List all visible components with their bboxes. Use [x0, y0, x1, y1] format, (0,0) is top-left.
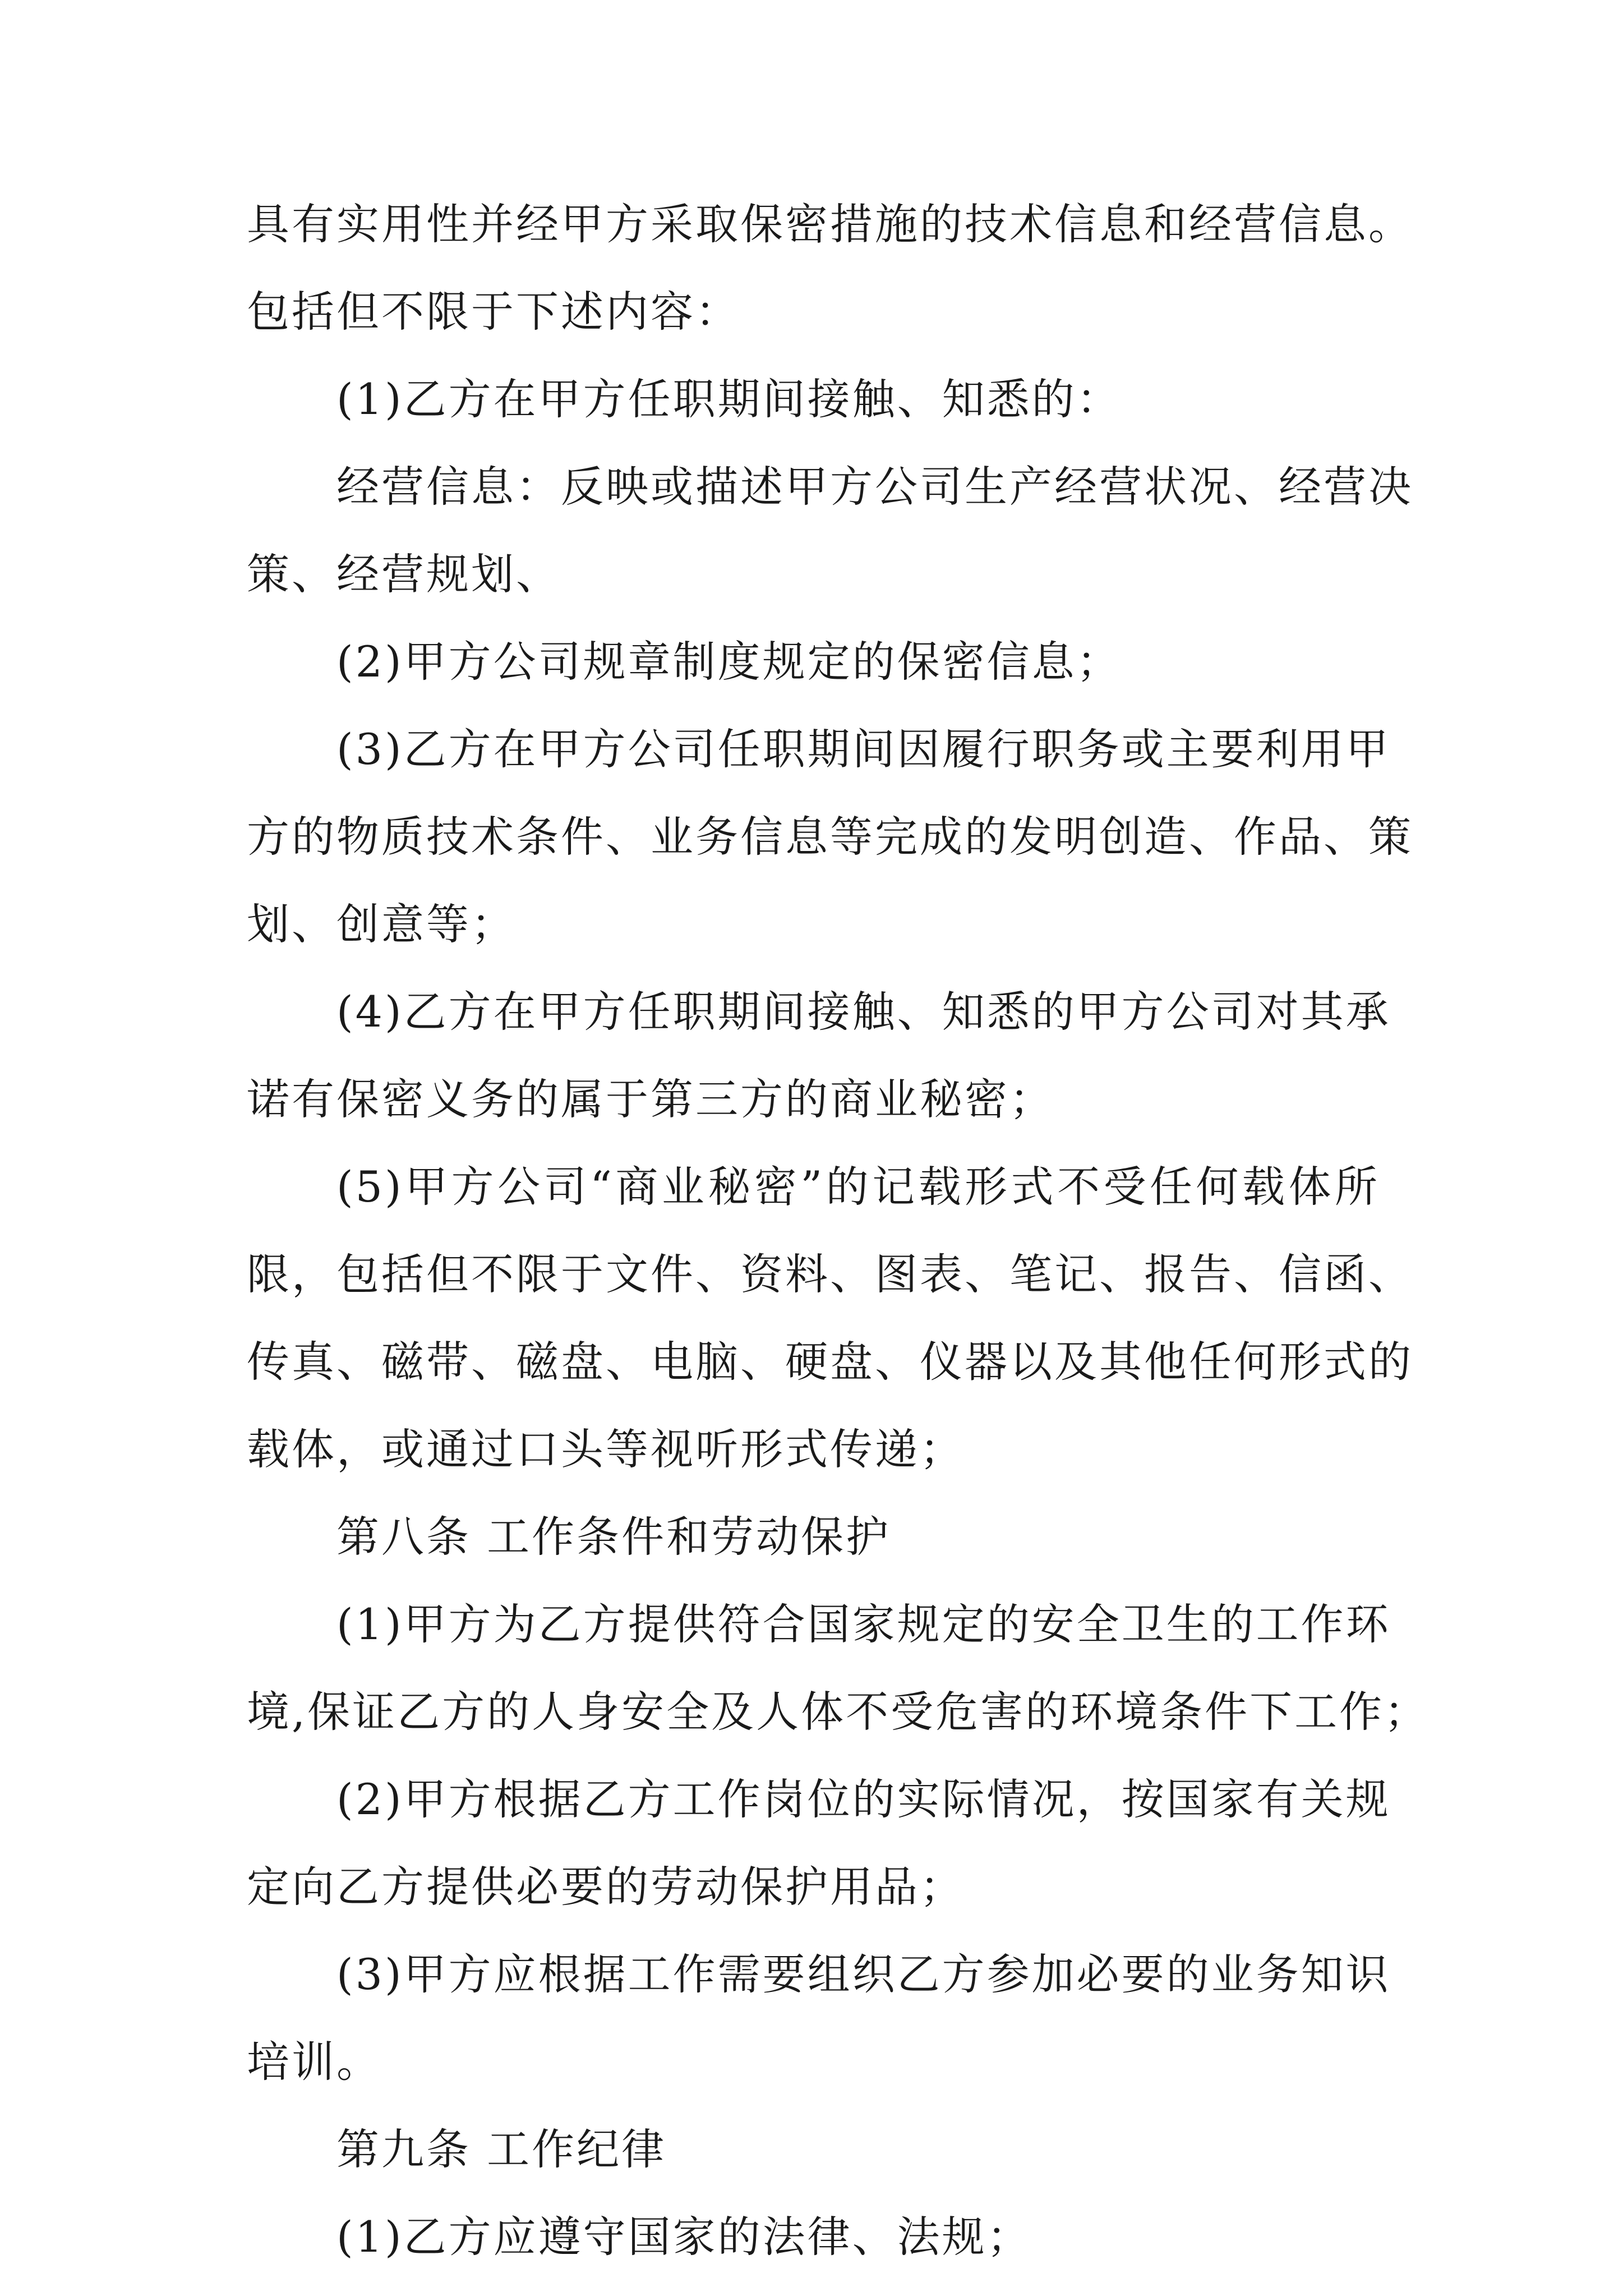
paragraph-line: 定向乙方提供必要的劳动保护用品； — [247, 1862, 965, 1912]
paragraph-line: (5)甲方公司“商业秘密”的记载形式不受任何载体所 — [336, 1162, 1380, 1212]
paragraph-line: (1)乙方应遵守国家的法律、法规； — [336, 2212, 1032, 2262]
paragraph-line: 培训。 — [247, 2037, 381, 2087]
paragraph-line: (3)甲方应根据工作需要组织乙方参加必要的业务知识 — [336, 1949, 1391, 1999]
paragraph-line: 策、经营规划、 — [247, 549, 561, 599]
paragraph-line: 限，包括但不限于文件、资料、图表、笔记、报告、信函、 — [247, 1249, 1413, 1299]
paragraph-line: (1)甲方为乙方提供符合国家规定的安全卫生的工作环 — [336, 1599, 1391, 1649]
paragraph-line: (2)甲方根据乙方工作岗位的实际情况，按国家有关规 — [336, 1774, 1391, 1824]
section-heading: 第八条 工作条件和劳动保护 — [336, 1512, 891, 1562]
paragraph-line: 划、创意等； — [247, 899, 516, 949]
paragraph-line: 载体，或通过口头等视听形式传递； — [247, 1424, 965, 1474]
paragraph-line: (2)甲方公司规章制度规定的保密信息； — [336, 637, 1122, 687]
paragraph-line: 具有实用性并经甲方采取保密措施的技术信息和经营信息。 — [247, 199, 1413, 249]
paragraph-line: 经营信息：反映或描述甲方公司生产经营状况、经营决 — [336, 462, 1413, 512]
section-heading: 第九条 工作纪律 — [336, 2124, 667, 2174]
paragraph-line: 包括但不限于下述内容： — [247, 287, 740, 337]
paragraph-line: (1)乙方在甲方任职期间接触、知悉的： — [336, 374, 1122, 424]
paragraph-line: 境,保证乙方的人身安全及人体不受危害的环境条件下工作； — [247, 1687, 1430, 1737]
paragraph-line: 方的物质技术条件、业务信息等完成的发明创造、作品、策 — [247, 812, 1413, 862]
paragraph-line: (3)乙方在甲方公司任职期间因履行职务或主要利用甲 — [336, 724, 1391, 774]
paragraph-line: (4)乙方在甲方任职期间接触、知悉的甲方公司对其承 — [336, 987, 1391, 1037]
paragraph-line: 诺有保密义务的属于第三方的商业秘密； — [247, 1074, 1054, 1124]
paragraph-line: 传真、磁带、磁盘、电脑、硬盘、仪器以及其他任何形式的 — [247, 1337, 1413, 1387]
